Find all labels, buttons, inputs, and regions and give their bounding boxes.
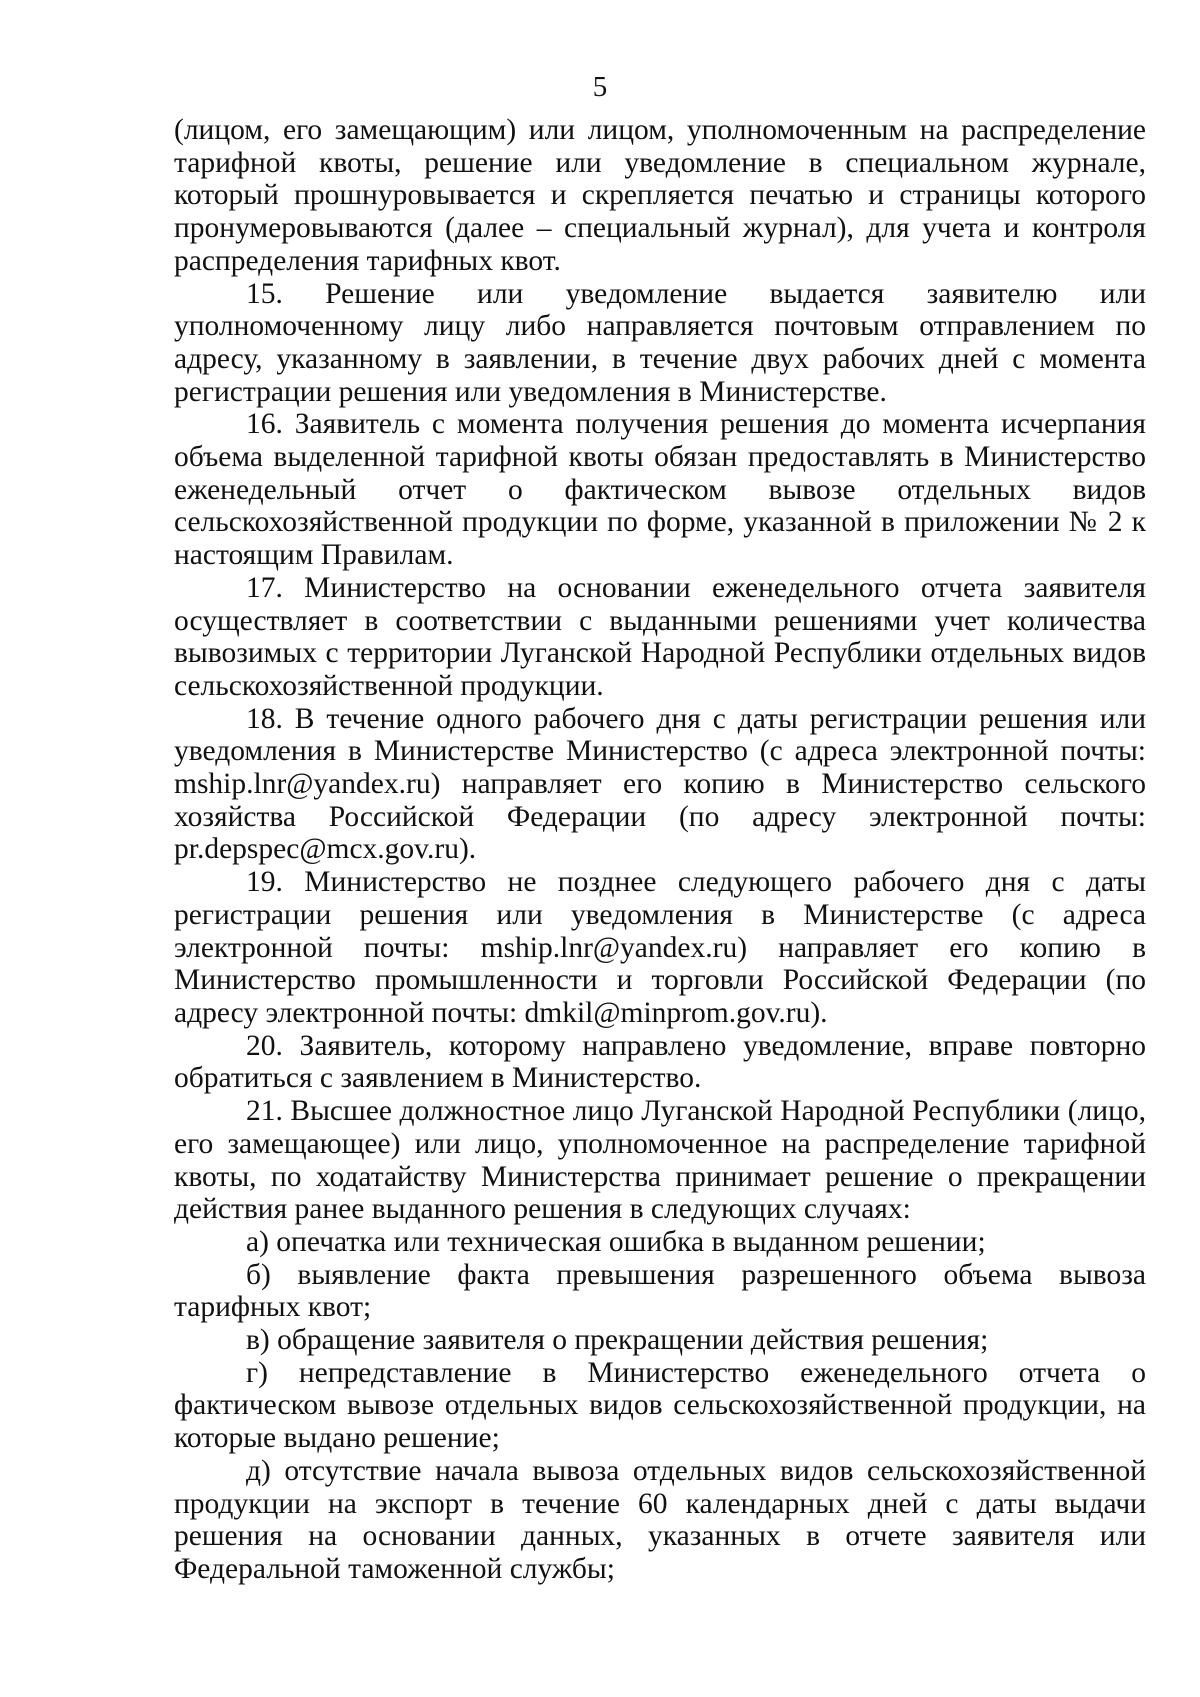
list-item-v: в) обращение заявителя о прекращении действия решения; <box>246 1324 989 1357</box>
paragraph-15: 15. Решение или уведомление выдается заявителю или уполномоченному лицу либо направляется почтовым отправлением по адресу, указанному в заявлении, в течение двух рабочих дней с момента регистрации решения или уведомления в Министерстве. <box>174 277 1146 408</box>
paragraph-18: 18. В течение одного рабочего дня с даты регистрации решения или уведомления в Министерстве Министерство (с адреса электронной почты: mship.lnr@yandex.ru) направляет его копию в Министерство сельского хозяйства Российской Федерации (по адресу электронной почты: pr.depspec@mcx.gov.ru). <box>174 702 1146 866</box>
paragraph-continuation: (лицом, его замещающим) или лицом, уполномоченным на распределение тарифной квоты, решение или уведомление в специальном журнале, который прошнуровывается и скрепляется печатью и страницы которого пронумеровываются (далее – специальный журнал), для учета и контроля распределения тарифных квот. <box>174 114 1146 277</box>
paragraph-17: 17. Министерство на основании еженедельного отчета заявителя осуществляет в соответствии с выданными решениями учет количества вывозимых с территории Луганской Народной Республики отдельных видов сельскохозяйственной продукции. <box>174 571 1146 702</box>
list-item-a: а) опечатка или техническая ошибка в выданном решении; <box>246 1225 986 1258</box>
paragraph-16: 16. Заявитель с момента получения решения до момента исчерпания объема выделенной тарифной квоты обязан предоставлять в Министерство еженедельный отчет о фактическом вывозе отдельных видов сельскохозяйственной продукции по форме, указанной в приложении № 2 к настоящим Правилам. <box>174 408 1146 572</box>
list-item-g: г) непредставление в Министерство еженедельного отчета о фактическом вывозе отдельных видов сельскохозяйственной продукции, на которые выдано решение; <box>174 1356 1146 1455</box>
paragraph-19: 19. Министерство не позднее следующего рабочего дня с даты регистрации решения или уведомления в Министерстве (с адреса электронной почты: mship.lnr@yandex.ru) направляет его копию в Министерство промышленности и торговли Российской Федерации (по адресу электронной почты: dmkil@minprom.gov.ru). <box>174 866 1146 1029</box>
paragraph-21: 21. Высшее должностное лицо Луганской Народной Республики (лицо, его замещающее) или лицо, уполномоченное на распределение тарифной квоты, по ходатайству Министерства принимает решение о прекращении действия ранее выданного решения в следующих случаях: <box>174 1095 1146 1226</box>
page-number: 5 <box>592 71 608 103</box>
list-item-d: д) отсутствие начала вывоза отдельных видов сельскохозяйственной продукции на экспорт в течение 60 календарных дней с даты выдачи решения на основании данных, указанных в отчете заявителя или Федеральной таможенной службы; <box>174 1454 1146 1585</box>
document-body <box>174 114 1146 1586</box>
paragraph-20: 20. Заявитель, которому направлено уведомление, вправе повторно обратиться с заявлением в Министерство. <box>174 1029 1146 1095</box>
list-item-b: б) выявление факта превышения разрешенного объема вывоза тарифных квот; <box>174 1258 1146 1324</box>
